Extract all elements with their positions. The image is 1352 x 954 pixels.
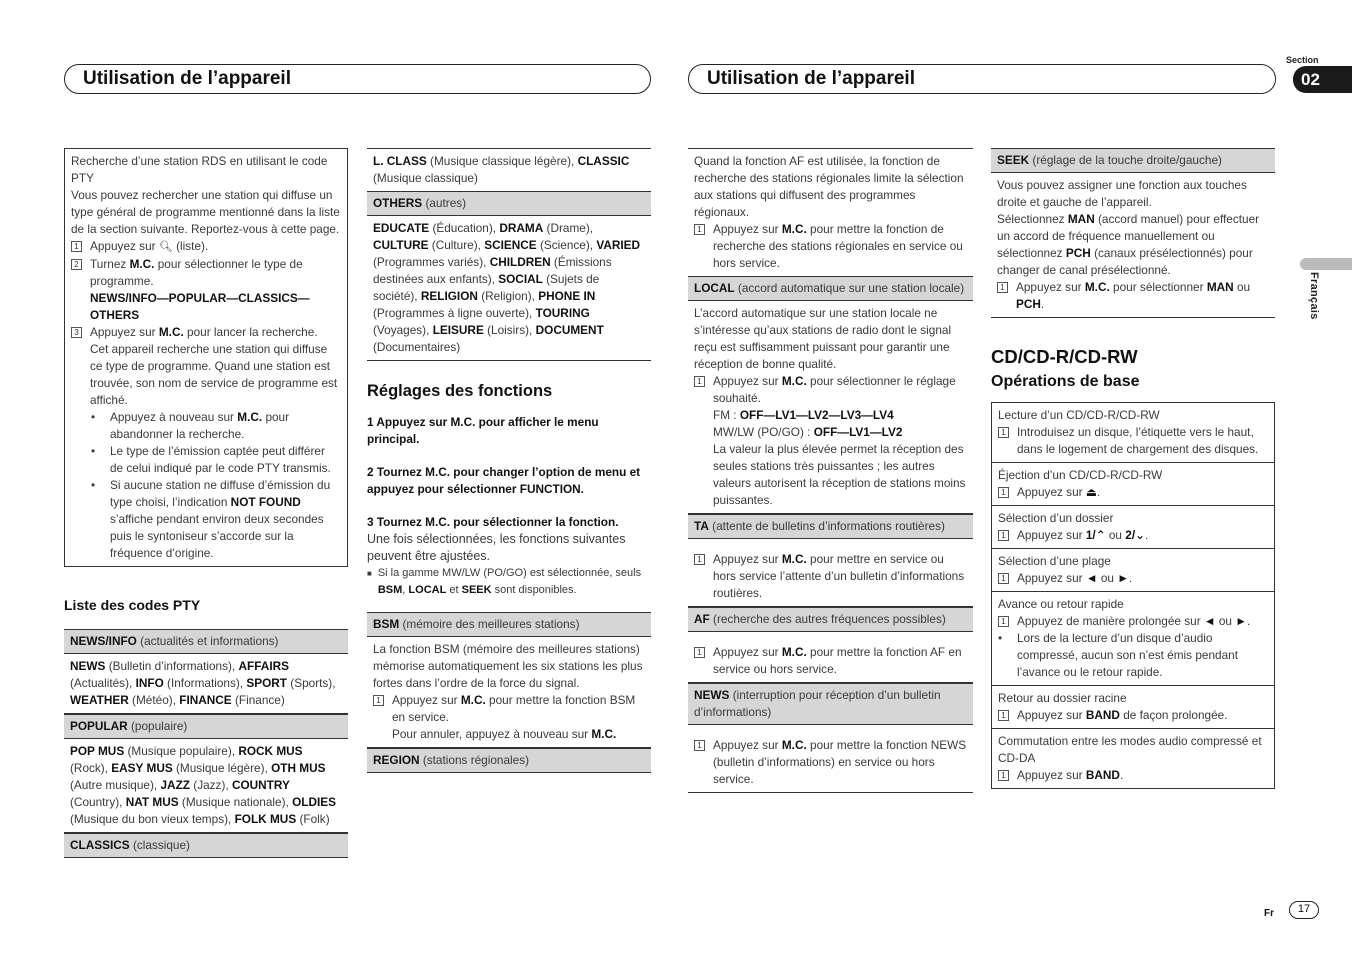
func-step-2: 2 Tournez M.C. pour changer l’option de menu et appuyez pour sélectionner FUNCTION.	[367, 465, 641, 496]
functions-title: Réglages des fonctions	[367, 382, 553, 400]
af-content: 1 Appuyez sur M.C. pour mettre la fonction AF en service ou hors service.	[688, 632, 973, 683]
left-icon: ◄	[1203, 614, 1216, 628]
up-icon: /⌃	[1092, 528, 1106, 542]
pty-classics-content: L. CLASS (Musique classique légère), CLASSIC (Musique classique)	[367, 148, 651, 191]
pty-others-header: OTHERS (autres)	[367, 191, 651, 216]
rds-bullet-1: • Appuyez à nouveau sur M.C. pour abandonner la recherche.	[91, 410, 290, 441]
column-2	[367, 148, 651, 773]
down-icon: /⌄	[1131, 528, 1146, 542]
pty-list-title: Liste des codes PTY	[64, 597, 201, 613]
right-icon: ►	[1235, 614, 1247, 628]
cd-op-mode: Commutation entre les modes audio compressé et CD-DA 1 Appuyez sur BAND.	[991, 729, 1275, 789]
section-number: 02	[1293, 66, 1352, 93]
cd-op-track: Sélection d’une plage 1 Appuyez sur ◄ ou ►.	[991, 549, 1275, 592]
bsm-content: La fonction BSM (mémoire des meilleures stations) mémorise automatiquement les six stations les plus fortes dans l’ordre de la force du signal. 1 Appuyez sur M.C. pour mettre la fonction BSM en service. Pour annuler, appuyez à nouveau sur M.C.	[367, 637, 651, 748]
language-tab	[1300, 258, 1352, 270]
basic-ops-title: Opérations de base	[991, 373, 1140, 390]
cd-op-folder: Sélection d’un dossier 1 Appuyez sur 1/⌃ ou 2/⌄.	[991, 506, 1275, 549]
ta-content: 1 Appuyez sur M.C. pour mettre en service ou hors service l’attente d’un bulletin d’informations routières.	[688, 539, 973, 607]
pty-classics-header: CLASSICS (classique)	[64, 833, 348, 858]
local-header: LOCAL (accord automatique sur une station locale)	[688, 276, 973, 301]
rds-search-box	[64, 148, 348, 567]
section-label: Section	[1286, 55, 1319, 65]
func-note: ■ Si la gamme MW/LW (PO/GO) est sélectionnée, seuls BSM, LOCAL et SEEK sont disponibles.	[367, 567, 642, 596]
pty-others-content: EDUCATE (Éducation), DRAMA (Drame), CULTURE (Culture), SCIENCE (Science), VARIED (Programmes variés), CHILDREN (Émissions destinées aux enfants), SOCIAL (Sujets de société), RELIGION (Religion), PHONE IN (Programmes à ligne ouverte), TOURING (Voyages), LEISURE (Loisirs), DOCUMENT (Documentaires)	[367, 216, 651, 361]
pty-newsinfo-header: NEWS/INFO (actualités et informations)	[64, 629, 348, 654]
func-step-1: 1 Appuyez sur M.C. pour afficher le menu principal.	[367, 415, 599, 446]
news-header: NEWS (interruption pour réception d’un bulletin d’informations)	[688, 683, 973, 725]
rds-step-3: 3 Appuyez sur M.C. pour lancer la recherche. Cet appareil recherche une station qui diffuse ce type de programme. Quand une station est trouvée, son nom de service de programme est affiché.	[71, 324, 341, 409]
pty-popular-header: POPULAR (populaire)	[64, 714, 348, 739]
right-icon: ►	[1117, 571, 1129, 585]
page-language: Fr	[1264, 908, 1274, 919]
left-page-title: Utilisation de l’appareil	[64, 64, 651, 94]
column-1	[64, 148, 348, 858]
rds-intro-title: Recherche d’une station RDS en utilisant le code PTY	[71, 154, 328, 185]
column-4	[991, 148, 1275, 789]
pty-newsinfo-content: NEWS (Bulletin d’informations), AFFAIRS (Actualités), INFO (Informations), SPORT (Sports), WEATHER (Météo), FINANCE (Finance)	[64, 654, 348, 714]
cd-op-fast: Avance ou retour rapide 1 Appuyez de manière prolongée sur ◄ ou ►. • Lors de la lecture d’un disque d’audio compressé, aucun son n’est émis pendant l’avance ou le retour rapide.	[991, 592, 1275, 686]
column-3	[688, 148, 973, 793]
cd-operations-table	[991, 402, 1275, 789]
pty-type-list: NEWS/INFO—POPULAR—CLASSICS—OTHERS	[90, 291, 310, 322]
news-content: 1 Appuyez sur M.C. pour mettre la fonction NEWS (bulletin d’informations) en service ou hors service.	[688, 725, 973, 793]
rds-step-2: 2 Turnez M.C. pour sélectionner le type de programme. NEWS/INFO—POPULAR—CLASSICS—OTHERS	[71, 256, 341, 324]
right-page-title: Utilisation de l’appareil	[688, 64, 1276, 94]
rds-bullet-2: • Le type de l’émission captée peut différer de celui indiqué par le code PTY transmis.	[91, 444, 331, 475]
af-header: AF (recherche des autres fréquences possibles)	[688, 607, 973, 632]
local-content: L’accord automatique sur une station locale ne s’intéresse qu’aux stations de radio dont le signal reçu est suffisamment puissant pour garantir une réception de bonne qualité. 1 Appuyez sur M.C. pour sélectionner le réglage souhaité. FM : OFF—LV1—LV2—LV3—LV4 MW/LW (PO/GO) : OFF—LV1—LV2 La valeur la plus élevée permet la réception des seules stations très puissantes ; les autres valeurs autorisent la réception de stations moins puissantes.	[688, 301, 973, 514]
ta-header: TA (attente de bulletins d’informations routières)	[688, 514, 973, 539]
cd-op-play: Lecture d’un CD/CD-R/CD-RW 1 Introduisez un disque, l’étiquette vers le haut, dans le logement de chargement des disques.	[991, 402, 1275, 463]
left-icon: ◄	[1085, 571, 1098, 585]
eject-icon: ⏏	[1085, 485, 1098, 499]
region-header: REGION (stations régionales)	[367, 748, 651, 773]
search-icon: 🔍︎	[158, 241, 173, 253]
cd-op-eject: Éjection d’un CD/CD-R/CD-RW 1 Appuyez sur ⏏.	[991, 463, 1275, 506]
seek-header: SEEK (réglage de la touche droite/gauche)	[991, 148, 1275, 173]
rds-bullet-3: • Si aucune station ne diffuse d’émission du type choisi, l’indication NOT FOUND s’affiche pendant environ deux secondes puis le syntoniseur s’accorde sur la fréquence d’origine.	[91, 478, 331, 560]
func-step-3: 3 Tournez M.C. pour sélectionner la fonction.	[367, 515, 619, 529]
func-step-3-text: Une fois sélectionnées, les fonctions suivantes peuvent être ajustées.	[367, 532, 626, 563]
bsm-header: BSM (mémoire des meilleures stations)	[367, 612, 651, 637]
page-number: 17	[1289, 901, 1319, 919]
seek-content: Vous pouvez assigner une fonction aux touches droite et gauche de l’appareil. Sélectionnez MAN (accord manuel) pour effectuer un accord de fréquence manuellement ou sélectionnez PCH (canaux présélectionnés) pour changer de canal présélectionné. 1 Appuyez sur M.C. pour sélectionner MAN ou PCH.	[991, 173, 1275, 318]
language-label: Français	[1308, 272, 1320, 320]
cd-op-root: Retour au dossier racine 1 Appuyez sur BAND de façon prolongée.	[991, 686, 1275, 729]
cd-title: CD/CD-R/CD-RW	[991, 346, 1138, 367]
region-content: Quand la fonction AF est utilisée, la fonction de recherche des stations régionales limite la sélection aux stations qui diffusent des programmes régionaux. 1 Appuyez sur M.C. pour mettre la fonction de recherche des stations régionales en service ou hors service.	[688, 148, 973, 276]
pty-popular-content: POP MUS (Musique populaire), ROCK MUS (Rock), EASY MUS (Musique légère), OTH MUS (Autre musique), JAZZ (Jazz), COUNTRY (Country), NAT MUS (Musique nationale), OLDIES (Musique du bon vieux temps), FOLK MUS (Folk)	[64, 739, 348, 833]
rds-step-1: 1 Appuyez sur 🔍︎ (liste).	[71, 238, 341, 256]
rds-intro-text: Vous pouvez rechercher une station qui diffuse un type général de programme mentionné dans la liste de la section suivante. Reportez-vous à cette page.	[71, 188, 340, 236]
